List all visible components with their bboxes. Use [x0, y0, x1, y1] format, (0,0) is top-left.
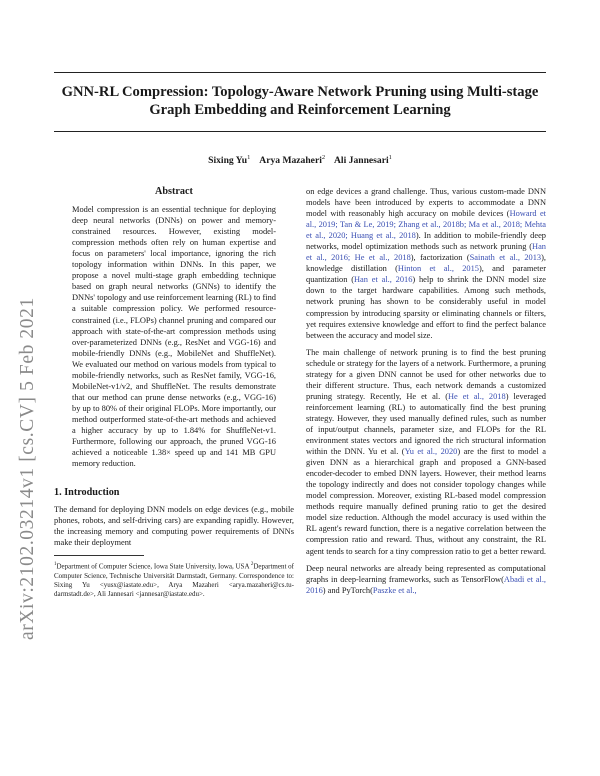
author-affiliation-marker: 2	[321, 154, 326, 161]
abstract-heading: Abstract	[155, 186, 193, 197]
citation-link[interactable]: Abadi et al., 2016	[306, 574, 547, 595]
intro-paragraph	[306, 563, 546, 596]
paragraph-text: on edge devices a grand challenge. Thus, various custom-made DNN models have been introduced by experts to accommodate a DNN model with reasonably high accuracy on mobile devices (	[306, 187, 546, 219]
footnote-marker: 2	[250, 562, 254, 568]
author-name: Arya Mazaheri	[259, 155, 322, 166]
title-bottom-rule	[54, 131, 546, 132]
footnote-marker: 1	[54, 562, 57, 568]
paragraph-text: Deep neural networks are already being represented as computational graphs in deep-learning frameworks, such as TensorFlow(	[306, 563, 546, 584]
arxiv-identifier: arXiv:2102.03214v1 [cs.CV] 5 Feb 2021	[17, 297, 38, 640]
paragraph-text: ) are the first to model a given DNN as a hierarchical graph and proposed a GNN-based encoder-decoder to embed DNN layers. However, their method learns the topology indirectly and does not consider topology changes while model compression. Moreover, existing RL-based model compression methods require manually defined pruning ratio to get the desired model size reduction. Although the model accuracy is used within the RL agent's reward function, there is a negative correlation between the compression ratio and reward. Thus, without any constraint, the RL agent tends to search for a tiny compression ratio to get a better reward.	[306, 447, 546, 556]
intro-paragraph	[306, 347, 546, 557]
paragraph-text: ) help to shrink the DNN model size down to the target hardware capabilities. Among such methods, network pruning has shown to be considerably useful in model compression by introducing sparsity or eliminating channels or filters, yet requires extensive knowledge and effort to find the perfect balance between the accuracy and model size.	[306, 275, 546, 340]
right-column	[306, 186, 546, 596]
author-name: Sixing Yu	[208, 155, 248, 166]
paragraph-text: ). In addition to mobile-friendly deep networks, model optimization methods such as network pruning (	[306, 231, 546, 252]
author-list	[54, 154, 546, 166]
paragraph-text: The main challenge of network pruning is to find the best pruning schedule or strategy for the layers of a network. Furthermore, a pruning strategy for a given DNN cannot be used for other networks due to their different structure. Thus, each network demands a customized pruning strategy. Recently, He et al. (	[306, 347, 546, 401]
citation-link[interactable]: He et al., 2018	[447, 391, 506, 401]
left-column	[54, 186, 294, 600]
paragraph-text: ) and PyTorch(	[322, 585, 373, 595]
footnote-text: Department of Computer Science, Technische Universität Darmstadt, Germany. Correspondence to: Sixing Yu <yusx@iastate.edu>, Arya Mazaheri <arya.mazaheri@cs.tu-darmstadt.de>, Ali Jannesari <jannesar@iastate.edu>.	[54, 562, 295, 599]
affiliation-footnote	[54, 560, 294, 599]
author-affiliation-marker: 1	[247, 154, 251, 161]
citation-link[interactable]: Han et al., 2016	[354, 275, 413, 285]
footnote-rule	[54, 555, 144, 556]
citation-link[interactable]: Han et al., 2016; He et al., 2018	[306, 242, 546, 263]
abstract-body: Model compression is an essential technique for deploying deep neural networks (DNNs) on power and memory-constrained resources. However, existing model-compression methods often rely on human expertise and focus on parameters' local importance, ignoring the rich topology information within DNNs. In this paper, we propose a novel multi-stage graph embedding technique based on graph neural networks (GNNs) to identify the DNNs' topology and use reinforcement learning (RL) to find a suitable compression policy. We performed resource-constrained (i.e., FLOPs) channel pruning and compared our approach with state-of-the-art compression methods using over-parameterized DNNs (e.g., ResNet and VGG-16) and mobile-friendly DNNs (e.g., MobileNet and ShuffleNet). We evaluated our method on various models from typical to mobile-friendly networks, such as ResNet family, VGG-16, MobileNet-v1/v2, and ShuffleNet. The results demonstrate that our method can prune dense networks (e.g., VGG-16) by up to 80% of their original FLOPs. More importantly, our method outperformed state-of-the-art methods and achieved a higher accuracy by up to 1.84% for ShuffleNet-v1. Furthermore, following our approach, the pruned VGG-16 achieved a noticeable 1.38× speed up and 141 MB GPU memory reduction.	[72, 205, 276, 469]
title-top-rule	[54, 72, 546, 73]
citation-link[interactable]: Hinton et al., 2015	[397, 264, 479, 274]
introduction-heading: 1. Introduction	[54, 487, 120, 499]
citation-link[interactable]: Yu et al., 2020	[404, 447, 458, 457]
footnote-text: Department of Computer Science, Iowa State University, Iowa, USA	[56, 562, 251, 571]
author-affiliation-marker: 1	[388, 154, 392, 161]
paper-title: GNN-RL Compression: Topology-Aware Network Pruning using Multi-stage Graph Embedding and Reinforcement Learning	[61, 84, 539, 118]
intro-paragraph	[306, 186, 546, 341]
paragraph-text: ), factorization (	[410, 253, 470, 263]
citation-link[interactable]: Sainath et al., 2013	[469, 253, 542, 263]
intro-paragraph: The demand for deploying DNN models on edge devices (e.g., mobile phones, robots, and self-driving cars) are expanding rapidly. However, the increasing memory and computing power requirements of DNNs make their deployment	[54, 505, 294, 548]
citation-link[interactable]: Paszke et al.,	[372, 585, 417, 595]
author-name: Ali Jannesari	[334, 155, 389, 166]
paragraph-text: ), knowledge distillation (	[306, 253, 546, 274]
paragraph-text: ), and parameter quantization (	[306, 264, 546, 285]
paragraph-text: ) leveraged reinforcement learning (RL) to automatically find the best pruning strategy. However, they used manually defined rules, such as number of input/output channels, parameter size, and FLOPs for the RL environment states vectors and ignored the rich structural information within the DNN. Yu et al. (	[306, 391, 546, 457]
citation-link[interactable]: Howard et al., 2019; Tan & Le, 2019; Zhang et al., 2018b; Ma et al., 2018; Mehta et al., 2020; Huang et al., 2018	[306, 209, 546, 241]
